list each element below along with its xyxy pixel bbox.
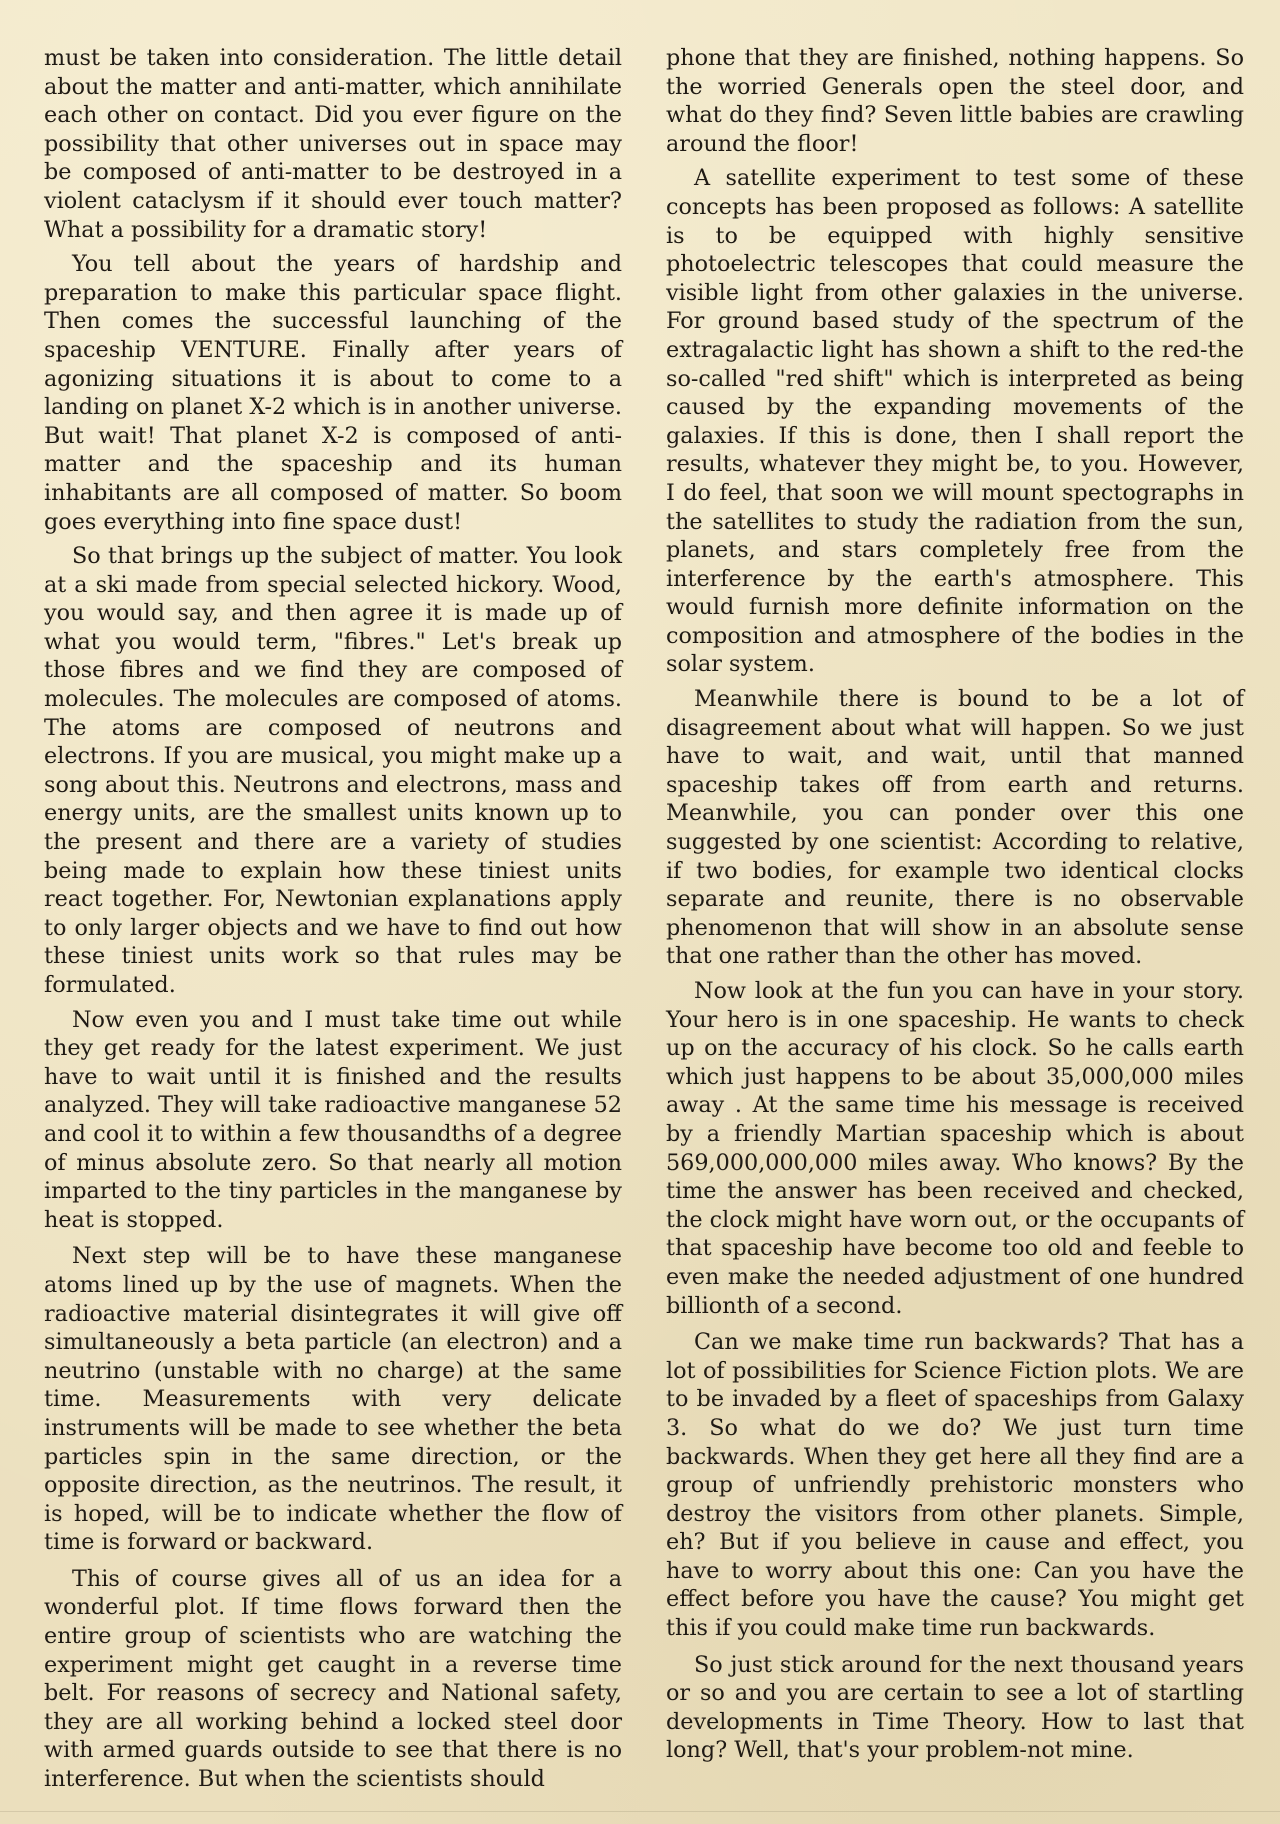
paragraph: must be taken into consideration. The little detail about the matter and anti-matter, which annihilate each other on contact. Did you ever figure on the possibility that other universes out in space may be composed of anti-matter to be destroyed in a violent cataclysm if it should ever touch matter? What a possibility for a dramatic story! <box>44 45 622 243</box>
left-column <box>44 44 622 1800</box>
paragraph: Can we make time run backwards? That has a lot of possibilities for Science Fiction plots. We are to be invaded by a fleet of spaceships from Galaxy 3. So what do we do? We just turn time backwards. When they get here all they find are a group of unfriendly prehistoric monsters who destroy the visitors from other planets. Simple, eh? But if you believe in cause and effect, you have to worry about this one: Can you have the effect before you have the cause? You might get this if you could make time run backwards. <box>666 1329 1244 1642</box>
paragraph: You tell about the years of hardship and preparation to make this particular space flight. Then comes the successful launching of the spaceship VENTURE. Finally after years of agonizing situations it is about to come to a landing on planet X-2 which is in another universe. But wait! That planet X-2 is composed of anti-matter and the spaceship and its human inhabitants are all composed of matter. So boom goes everything into fine space dust! <box>44 251 622 535</box>
paragraph: Meanwhile there is bound to be a lot of disagreement about what will happen. So we just have to wait, and wait, until that manned spaceship takes off from earth and returns. Meanwhile, you can ponder over this one suggested by one scientist: According to relative, if two bodies, for example two identical clocks separate and reunite, there is no observable phenomenon that will show in an absolute sense that one rather than the other has moved. <box>666 686 1244 970</box>
page-edge-divider <box>0 1811 1280 1812</box>
paragraph: Next step will be to have these manganese atoms lined up by the use of magnets. When the radioactive material disintegrates it will give off simultaneously a beta particle (an electron) and a neutrino (unstable with no charge) at the same time. Measurements with very delicate instruments will be made to see whether the beta particles spin in the same direction, or the opposite direction, as the neutrinos. The result, it is hoped, will be to indicate whether the flow of time is forward or backward. <box>44 1243 622 1556</box>
right-column <box>666 44 1244 1771</box>
paragraph: This of course gives all of us an idea for a wonderful plot. If time flows forward then the entire group of scientists who are watching the experiment might get caught in a reverse time belt. For reasons of secrecy and National safety, they are all working behind a locked steel door with armed guards outside to see that there is no interference. But when the scientists should <box>44 1565 622 1793</box>
paragraph: A satellite experiment to test some of these concepts has been proposed as follows: A satellite is to be equipped with highly sensitive photoelectric telescopes that could measure the visible light from other galaxies in the universe. For ground based study of the spectrum of the extragalactic light has shown a shift to the red-the so-called "red shift" which is interpreted as being caused by the expanding movements of the galaxies. If this is done, then I shall report the results, whatever they might be, to you. However, I do feel, that soon we will mount spectographs in the satellites to study the radiation from the sun, planets, and stars completely free from the interference by the earth's atmosphere. This would furnish more definite information on the composition and atmosphere of the bodies in the solar system. <box>666 165 1244 678</box>
paragraph: So that brings up the subject of matter. You look at a ski made from special selected hickory. Wood, you would say, and then agree it is made up of what you would term, "fibres." Let's break up those fibres and we find they are composed of molecules. The molecules are composed of atoms. The atoms are composed of neutrons and electrons. If you are musical, you might make up a song about this. Neutrons and electrons, mass and energy units, are the smallest units known up to the present and there are a variety of studies being made to explain how these tiniest units react together. For, Newtonian explanations apply to only larger objects and we have to find out how these tiniest units work so that rules may be formulated. <box>44 543 622 998</box>
paragraph: Now even you and I must take time out while they get ready for the latest experiment. We just have to wait until it is finished and the results analyzed. They will take radioactive manganese 52 and cool it to within a few thousandths of a degree of minus absolute zero. So that nearly all motion imparted to the tiny particles in the manganese by heat is stopped. <box>44 1006 622 1233</box>
paragraph: phone that they are finished, nothing happens. So the worried Generals open the steel door, and what do they find? Seven little babies are crawling around the floor! <box>666 45 1244 157</box>
paragraph: Now look at the fun you can have in your story. Your hero is in one spaceship. He wants to check up on the accuracy of his clock. So he calls earth which just happens to be about 35,000,000 miles away . At the same time his message is received by a friendly Martian spaceship which is about 569,000,000,000 miles away. Who knows? By the time the answer has been received and checked, the clock might have worn out, or the occupants of that spaceship have become too old and feeble to even make the needed adjustment of one hundred billionth of a second. <box>666 978 1244 1319</box>
paragraph: So just stick around for the next thousand years or so and you are certain to see a lot of startling developments in Time Theory. How to last that long? Well, that's your problem-not mine. <box>666 1651 1244 1764</box>
